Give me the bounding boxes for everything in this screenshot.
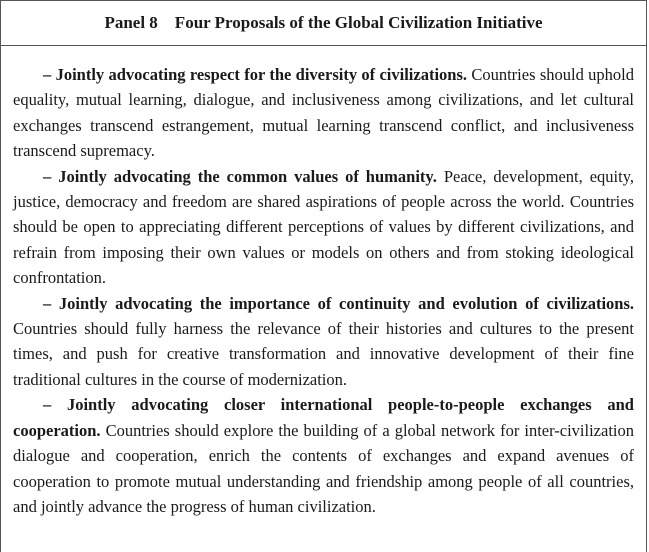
proposal-text: Countries should explore the building of a global network for inter-civilization dialogue and cooperation, enrich the contents of exchanges and expand avenues of cooperation to promote mutual understanding and friendship among people of all countries, and jointly advance the progress of human civilization. — [13, 420, 634, 516]
proposal-text: Peace, development, equity, justice, democracy and freedom are shared aspirations of people across the world. Countries should be open to appreciating different perceptions of values by different civilizations, and refrain from imposing their own values or models on others and from stoking ideological confrontation. — [13, 166, 634, 288]
proposal-exchanges — [13, 392, 634, 519]
proposal-heading: – Jointly advocating respect for the diversity of civilizations. — [43, 65, 467, 84]
proposal-diversity — [13, 62, 634, 164]
proposal-text: Countries should uphold equality, mutual learning, dialogue, and inclusiveness among civilizations, and let cultural exchanges transcend estrangement, mutual learning transcend conflict, and inclusiveness transcend supremacy. — [13, 65, 634, 161]
proposal-text: Countries should fully harness the relevance of their histories and cultures to the present times, and push for creative transformation and innovative development of their fine traditional cultures in the course of modernization. — [13, 319, 634, 389]
proposal-heading: – Jointly advocating closer international people-to-people exchanges and cooperation. — [13, 395, 634, 440]
proposal-continuity — [13, 291, 634, 393]
proposal-heading: – Jointly advocating the common values of humanity. — [43, 166, 437, 186]
panel-body — [1, 46, 646, 519]
proposal-heading: – Jointly advocating the importance of continuity and evolution of civilizations. — [43, 293, 634, 313]
proposal-common-values — [13, 164, 634, 291]
panel-title: Panel 8 Four Proposals of the Global Civilization Initiative — [1, 1, 646, 46]
